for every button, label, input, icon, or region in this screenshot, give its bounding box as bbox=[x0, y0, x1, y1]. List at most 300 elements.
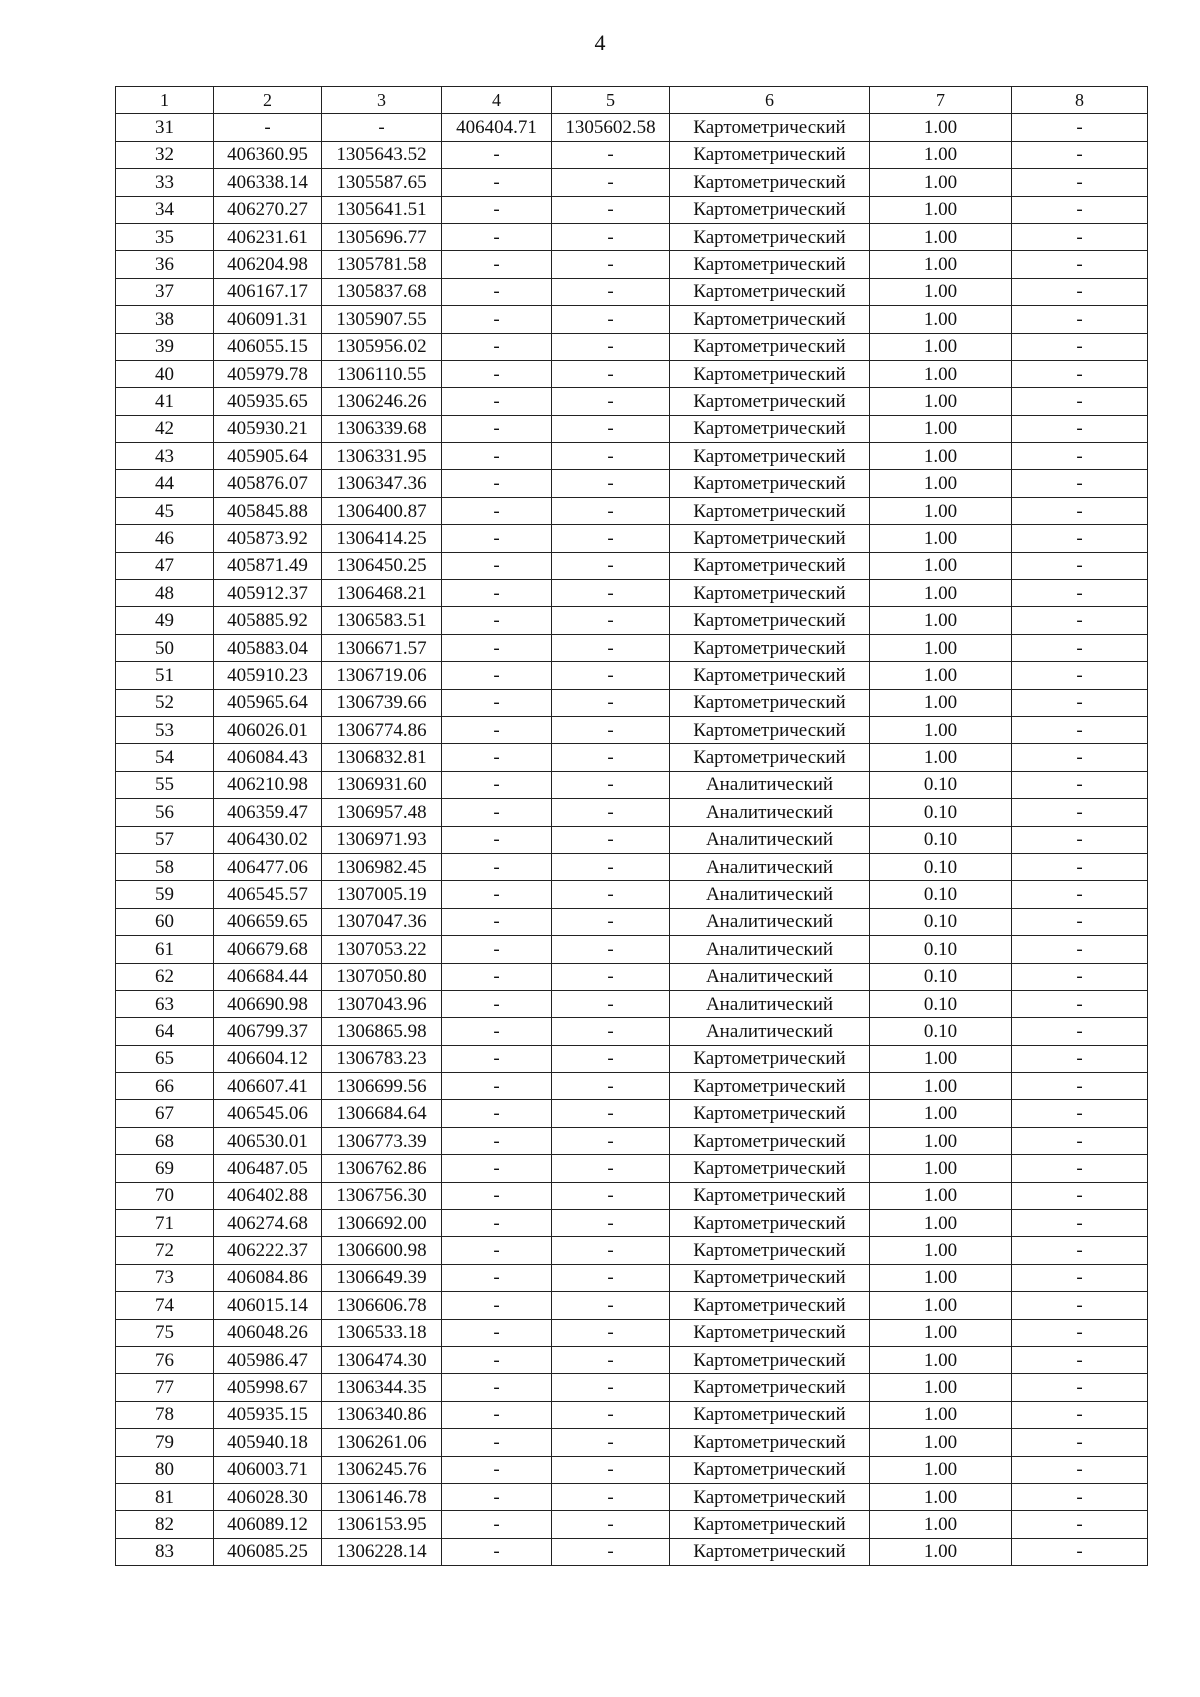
point-number-cell: 82 bbox=[116, 1511, 214, 1538]
table-header-row bbox=[116, 87, 1148, 114]
y-coordinate-alt-cell: - bbox=[552, 525, 670, 552]
method-cell: Картометрический bbox=[670, 1538, 870, 1565]
accuracy-cell: 1.00 bbox=[870, 1182, 1012, 1209]
table-row bbox=[116, 196, 1148, 223]
table-row bbox=[116, 443, 1148, 470]
table-row bbox=[116, 1538, 1148, 1565]
point-number-cell: 52 bbox=[116, 689, 214, 716]
accuracy-cell: 1.00 bbox=[870, 1073, 1012, 1100]
x-coordinate-alt-cell: - bbox=[442, 1100, 552, 1127]
accuracy-cell: 1.00 bbox=[870, 470, 1012, 497]
x-coordinate-alt-cell: - bbox=[442, 580, 552, 607]
y-coordinate-alt-cell: - bbox=[552, 497, 670, 524]
accuracy-cell: 1.00 bbox=[870, 169, 1012, 196]
method-cell: Картометрический bbox=[670, 470, 870, 497]
column-number-cell: 2 bbox=[214, 87, 322, 114]
point-number-cell: 80 bbox=[116, 1456, 214, 1483]
point-number-cell: 55 bbox=[116, 771, 214, 798]
point-number-cell: 58 bbox=[116, 853, 214, 880]
x-coordinate-alt-cell: - bbox=[442, 771, 552, 798]
x-coordinate-cell: 406274.68 bbox=[214, 1210, 322, 1237]
y-coordinate-cell: 1307047.36 bbox=[322, 908, 442, 935]
note-cell: - bbox=[1012, 1155, 1148, 1182]
accuracy-cell: 1.00 bbox=[870, 223, 1012, 250]
x-coordinate-alt-cell: - bbox=[442, 1456, 552, 1483]
accuracy-cell: 1.00 bbox=[870, 580, 1012, 607]
table-row bbox=[116, 1045, 1148, 1072]
y-coordinate-alt-cell: - bbox=[552, 716, 670, 743]
note-cell: - bbox=[1012, 908, 1148, 935]
x-coordinate-alt-cell: - bbox=[442, 1155, 552, 1182]
accuracy-cell: 1.00 bbox=[870, 443, 1012, 470]
y-coordinate-cell: 1306344.35 bbox=[322, 1374, 442, 1401]
y-coordinate-alt-cell: - bbox=[552, 552, 670, 579]
x-coordinate-alt-cell: - bbox=[442, 1210, 552, 1237]
point-number-cell: 66 bbox=[116, 1073, 214, 1100]
point-number-cell: 83 bbox=[116, 1538, 214, 1565]
y-coordinate-alt-cell: - bbox=[552, 1538, 670, 1565]
accuracy-cell: 1.00 bbox=[870, 388, 1012, 415]
x-coordinate-alt-cell: - bbox=[442, 1346, 552, 1373]
y-coordinate-alt-cell: - bbox=[552, 1045, 670, 1072]
y-coordinate-cell: 1306719.06 bbox=[322, 662, 442, 689]
note-cell: - bbox=[1012, 1319, 1148, 1346]
table-row bbox=[116, 881, 1148, 908]
method-cell: Картометрический bbox=[670, 525, 870, 552]
x-coordinate-cell: 406360.95 bbox=[214, 141, 322, 168]
y-coordinate-alt-cell: - bbox=[552, 1292, 670, 1319]
x-coordinate-alt-cell: - bbox=[442, 415, 552, 442]
x-coordinate-cell: 405940.18 bbox=[214, 1429, 322, 1456]
y-coordinate-cell: 1306583.51 bbox=[322, 607, 442, 634]
x-coordinate-alt-cell: - bbox=[442, 169, 552, 196]
x-coordinate-alt-cell: - bbox=[442, 388, 552, 415]
y-coordinate-cell: 1306331.95 bbox=[322, 443, 442, 470]
point-number-cell: 32 bbox=[116, 141, 214, 168]
x-coordinate-alt-cell: - bbox=[442, 443, 552, 470]
coordinates-table bbox=[115, 86, 1148, 1566]
method-cell: Картометрический bbox=[670, 278, 870, 305]
table-row bbox=[116, 1292, 1148, 1319]
table-row bbox=[116, 771, 1148, 798]
accuracy-cell: 1.00 bbox=[870, 716, 1012, 743]
x-coordinate-alt-cell: - bbox=[442, 196, 552, 223]
point-number-cell: 39 bbox=[116, 333, 214, 360]
accuracy-cell: 0.10 bbox=[870, 936, 1012, 963]
x-coordinate-alt-cell: - bbox=[442, 552, 552, 579]
note-cell: - bbox=[1012, 1264, 1148, 1291]
table-row bbox=[116, 169, 1148, 196]
accuracy-cell: 1.00 bbox=[870, 1401, 1012, 1428]
method-cell: Картометрический bbox=[670, 388, 870, 415]
column-number-cell: 7 bbox=[870, 87, 1012, 114]
note-cell: - bbox=[1012, 1374, 1148, 1401]
point-number-cell: 62 bbox=[116, 963, 214, 990]
y-coordinate-cell: 1306600.98 bbox=[322, 1237, 442, 1264]
y-coordinate-cell: 1305643.52 bbox=[322, 141, 442, 168]
x-coordinate-cell: 406026.01 bbox=[214, 716, 322, 743]
table-row bbox=[116, 853, 1148, 880]
x-coordinate-cell: 406089.12 bbox=[214, 1511, 322, 1538]
point-number-cell: 37 bbox=[116, 278, 214, 305]
table-row bbox=[116, 1346, 1148, 1373]
table-row bbox=[116, 662, 1148, 689]
y-coordinate-alt-cell: - bbox=[552, 990, 670, 1017]
method-cell: Картометрический bbox=[670, 607, 870, 634]
method-cell: Картометрический bbox=[670, 1401, 870, 1428]
accuracy-cell: 0.10 bbox=[870, 771, 1012, 798]
x-coordinate-alt-cell: - bbox=[442, 223, 552, 250]
note-cell: - bbox=[1012, 1429, 1148, 1456]
note-cell: - bbox=[1012, 388, 1148, 415]
x-coordinate-cell: 406048.26 bbox=[214, 1319, 322, 1346]
note-cell: - bbox=[1012, 826, 1148, 853]
column-number-cell: 3 bbox=[322, 87, 442, 114]
accuracy-cell: 0.10 bbox=[870, 853, 1012, 880]
accuracy-cell: 1.00 bbox=[870, 607, 1012, 634]
point-number-cell: 42 bbox=[116, 415, 214, 442]
note-cell: - bbox=[1012, 333, 1148, 360]
method-cell: Картометрический bbox=[670, 689, 870, 716]
method-cell: Картометрический bbox=[670, 1374, 870, 1401]
method-cell: Картометрический bbox=[670, 1456, 870, 1483]
note-cell: - bbox=[1012, 1511, 1148, 1538]
y-coordinate-alt-cell: - bbox=[552, 1429, 670, 1456]
x-coordinate-alt-cell: - bbox=[442, 689, 552, 716]
method-cell: Картометрический bbox=[670, 497, 870, 524]
method-cell: Картометрический bbox=[670, 415, 870, 442]
table-row bbox=[116, 141, 1148, 168]
table-row bbox=[116, 744, 1148, 771]
x-coordinate-cell: 406210.98 bbox=[214, 771, 322, 798]
y-coordinate-cell: 1306245.76 bbox=[322, 1456, 442, 1483]
y-coordinate-cell: 1306756.30 bbox=[322, 1182, 442, 1209]
x-coordinate-cell: 406167.17 bbox=[214, 278, 322, 305]
note-cell: - bbox=[1012, 278, 1148, 305]
y-coordinate-cell: 1306474.30 bbox=[322, 1346, 442, 1373]
table-row bbox=[116, 607, 1148, 634]
note-cell: - bbox=[1012, 497, 1148, 524]
method-cell: Картометрический bbox=[670, 552, 870, 579]
y-coordinate-alt-cell: - bbox=[552, 1401, 670, 1428]
point-number-cell: 34 bbox=[116, 196, 214, 223]
accuracy-cell: 1.00 bbox=[870, 196, 1012, 223]
y-coordinate-cell: 1306739.66 bbox=[322, 689, 442, 716]
method-cell: Картометрический bbox=[670, 196, 870, 223]
method-cell: Аналитический bbox=[670, 881, 870, 908]
note-cell: - bbox=[1012, 1237, 1148, 1264]
note-cell: - bbox=[1012, 470, 1148, 497]
accuracy-cell: 0.10 bbox=[870, 826, 1012, 853]
note-cell: - bbox=[1012, 1401, 1148, 1428]
y-coordinate-cell: 1305696.77 bbox=[322, 223, 442, 250]
accuracy-cell: 1.00 bbox=[870, 251, 1012, 278]
method-cell: Картометрический bbox=[670, 1045, 870, 1072]
x-coordinate-alt-cell: - bbox=[442, 1401, 552, 1428]
y-coordinate-cell: 1306340.86 bbox=[322, 1401, 442, 1428]
x-coordinate-cell: 406604.12 bbox=[214, 1045, 322, 1072]
method-cell: Аналитический bbox=[670, 799, 870, 826]
y-coordinate-cell: 1307053.22 bbox=[322, 936, 442, 963]
x-coordinate-alt-cell: - bbox=[442, 744, 552, 771]
point-number-cell: 33 bbox=[116, 169, 214, 196]
accuracy-cell: 1.00 bbox=[870, 114, 1012, 141]
method-cell: Картометрический bbox=[670, 1155, 870, 1182]
y-coordinate-alt-cell: 1305602.58 bbox=[552, 114, 670, 141]
x-coordinate-alt-cell: - bbox=[442, 1292, 552, 1319]
accuracy-cell: 1.00 bbox=[870, 1045, 1012, 1072]
point-number-cell: 44 bbox=[116, 470, 214, 497]
y-coordinate-alt-cell: - bbox=[552, 908, 670, 935]
table-row bbox=[116, 278, 1148, 305]
x-coordinate-cell: 406545.57 bbox=[214, 881, 322, 908]
y-coordinate-cell: 1306982.45 bbox=[322, 853, 442, 880]
note-cell: - bbox=[1012, 662, 1148, 689]
method-cell: Картометрический bbox=[670, 1483, 870, 1510]
accuracy-cell: 0.10 bbox=[870, 963, 1012, 990]
point-number-cell: 46 bbox=[116, 525, 214, 552]
y-coordinate-cell: 1305641.51 bbox=[322, 196, 442, 223]
x-coordinate-alt-cell: - bbox=[442, 826, 552, 853]
accuracy-cell: 1.00 bbox=[870, 278, 1012, 305]
y-coordinate-alt-cell: - bbox=[552, 1018, 670, 1045]
method-cell: Картометрический bbox=[670, 169, 870, 196]
point-number-cell: 74 bbox=[116, 1292, 214, 1319]
table-row bbox=[116, 1511, 1148, 1538]
y-coordinate-cell: 1305587.65 bbox=[322, 169, 442, 196]
point-number-cell: 50 bbox=[116, 634, 214, 661]
accuracy-cell: 1.00 bbox=[870, 1374, 1012, 1401]
y-coordinate-cell: 1306832.81 bbox=[322, 744, 442, 771]
table-row bbox=[116, 1401, 1148, 1428]
accuracy-cell: 1.00 bbox=[870, 634, 1012, 661]
method-cell: Картометрический bbox=[670, 1346, 870, 1373]
accuracy-cell: 1.00 bbox=[870, 1237, 1012, 1264]
y-coordinate-cell: 1306671.57 bbox=[322, 634, 442, 661]
y-coordinate-alt-cell: - bbox=[552, 360, 670, 387]
note-cell: - bbox=[1012, 360, 1148, 387]
x-coordinate-alt-cell: - bbox=[442, 1511, 552, 1538]
note-cell: - bbox=[1012, 1018, 1148, 1045]
point-number-cell: 73 bbox=[116, 1264, 214, 1291]
y-coordinate-cell: 1306146.78 bbox=[322, 1483, 442, 1510]
y-coordinate-cell: 1305781.58 bbox=[322, 251, 442, 278]
x-coordinate-cell: 405986.47 bbox=[214, 1346, 322, 1373]
y-coordinate-alt-cell: - bbox=[552, 1374, 670, 1401]
y-coordinate-alt-cell: - bbox=[552, 1511, 670, 1538]
y-coordinate-alt-cell: - bbox=[552, 881, 670, 908]
y-coordinate-cell: - bbox=[322, 114, 442, 141]
x-coordinate-cell: 406530.01 bbox=[214, 1127, 322, 1154]
point-number-cell: 79 bbox=[116, 1429, 214, 1456]
table-row bbox=[116, 1429, 1148, 1456]
point-number-cell: 69 bbox=[116, 1155, 214, 1182]
accuracy-cell: 1.00 bbox=[870, 1100, 1012, 1127]
table-row bbox=[116, 1374, 1148, 1401]
method-cell: Аналитический bbox=[670, 853, 870, 880]
x-coordinate-alt-cell: - bbox=[442, 1264, 552, 1291]
column-number-cell: 4 bbox=[442, 87, 552, 114]
note-cell: - bbox=[1012, 1100, 1148, 1127]
y-coordinate-alt-cell: - bbox=[552, 1264, 670, 1291]
accuracy-cell: 1.00 bbox=[870, 662, 1012, 689]
y-coordinate-alt-cell: - bbox=[552, 826, 670, 853]
x-coordinate-alt-cell: - bbox=[442, 716, 552, 743]
y-coordinate-alt-cell: - bbox=[552, 1456, 670, 1483]
method-cell: Картометрический bbox=[670, 1210, 870, 1237]
table-row bbox=[116, 1073, 1148, 1100]
y-coordinate-alt-cell: - bbox=[552, 1127, 670, 1154]
y-coordinate-cell: 1306347.36 bbox=[322, 470, 442, 497]
y-coordinate-alt-cell: - bbox=[552, 1073, 670, 1100]
point-number-cell: 71 bbox=[116, 1210, 214, 1237]
y-coordinate-cell: 1306153.95 bbox=[322, 1511, 442, 1538]
method-cell: Картометрический bbox=[670, 1182, 870, 1209]
note-cell: - bbox=[1012, 306, 1148, 333]
table-row bbox=[116, 114, 1148, 141]
point-number-cell: 53 bbox=[116, 716, 214, 743]
y-coordinate-alt-cell: - bbox=[552, 388, 670, 415]
page-number: 4 bbox=[594, 30, 606, 55]
y-coordinate-alt-cell: - bbox=[552, 744, 670, 771]
y-coordinate-alt-cell: - bbox=[552, 1100, 670, 1127]
y-coordinate-alt-cell: - bbox=[552, 141, 670, 168]
accuracy-cell: 1.00 bbox=[870, 1511, 1012, 1538]
accuracy-cell: 1.00 bbox=[870, 1127, 1012, 1154]
table-row bbox=[116, 497, 1148, 524]
accuracy-cell: 1.00 bbox=[870, 552, 1012, 579]
table-row bbox=[116, 1018, 1148, 1045]
x-coordinate-alt-cell: - bbox=[442, 525, 552, 552]
x-coordinate-cell: 406222.37 bbox=[214, 1237, 322, 1264]
y-coordinate-alt-cell: - bbox=[552, 936, 670, 963]
point-number-cell: 59 bbox=[116, 881, 214, 908]
method-cell: Картометрический bbox=[670, 114, 870, 141]
y-coordinate-alt-cell: - bbox=[552, 169, 670, 196]
x-coordinate-alt-cell: - bbox=[442, 1018, 552, 1045]
method-cell: Картометрический bbox=[670, 360, 870, 387]
x-coordinate-cell: 406338.14 bbox=[214, 169, 322, 196]
x-coordinate-cell: 406204.98 bbox=[214, 251, 322, 278]
x-coordinate-cell: 406270.27 bbox=[214, 196, 322, 223]
x-coordinate-cell: 406055.15 bbox=[214, 333, 322, 360]
point-number-cell: 65 bbox=[116, 1045, 214, 1072]
x-coordinate-alt-cell: - bbox=[442, 799, 552, 826]
accuracy-cell: 0.10 bbox=[870, 881, 1012, 908]
note-cell: - bbox=[1012, 1538, 1148, 1565]
y-coordinate-alt-cell: - bbox=[552, 634, 670, 661]
x-coordinate-alt-cell: - bbox=[442, 1073, 552, 1100]
y-coordinate-alt-cell: - bbox=[552, 689, 670, 716]
note-cell: - bbox=[1012, 963, 1148, 990]
note-cell: - bbox=[1012, 141, 1148, 168]
y-coordinate-alt-cell: - bbox=[552, 580, 670, 607]
y-coordinate-cell: 1306228.14 bbox=[322, 1538, 442, 1565]
table-row bbox=[116, 470, 1148, 497]
x-coordinate-cell: 406015.14 bbox=[214, 1292, 322, 1319]
y-coordinate-cell: 1306468.21 bbox=[322, 580, 442, 607]
method-cell: Картометрический bbox=[670, 333, 870, 360]
note-cell: - bbox=[1012, 799, 1148, 826]
point-number-cell: 38 bbox=[116, 306, 214, 333]
note-cell: - bbox=[1012, 853, 1148, 880]
x-coordinate-alt-cell: - bbox=[442, 360, 552, 387]
y-coordinate-alt-cell: - bbox=[552, 415, 670, 442]
method-cell: Картометрический bbox=[670, 634, 870, 661]
x-coordinate-cell: 406659.65 bbox=[214, 908, 322, 935]
x-coordinate-alt-cell: - bbox=[442, 1374, 552, 1401]
point-number-cell: 70 bbox=[116, 1182, 214, 1209]
note-cell: - bbox=[1012, 1456, 1148, 1483]
y-coordinate-alt-cell: - bbox=[552, 1319, 670, 1346]
accuracy-cell: 0.10 bbox=[870, 799, 1012, 826]
x-coordinate-alt-cell: - bbox=[442, 634, 552, 661]
accuracy-cell: 1.00 bbox=[870, 1210, 1012, 1237]
x-coordinate-cell: 406084.43 bbox=[214, 744, 322, 771]
note-cell: - bbox=[1012, 607, 1148, 634]
x-coordinate-cell: 405910.23 bbox=[214, 662, 322, 689]
x-coordinate-cell: 405979.78 bbox=[214, 360, 322, 387]
y-coordinate-cell: 1306110.55 bbox=[322, 360, 442, 387]
note-cell: - bbox=[1012, 689, 1148, 716]
x-coordinate-cell: 406028.30 bbox=[214, 1483, 322, 1510]
y-coordinate-cell: 1306865.98 bbox=[322, 1018, 442, 1045]
method-cell: Картометрический bbox=[670, 662, 870, 689]
x-coordinate-cell: 406359.47 bbox=[214, 799, 322, 826]
x-coordinate-alt-cell: - bbox=[442, 1319, 552, 1346]
x-coordinate-alt-cell: - bbox=[442, 1429, 552, 1456]
y-coordinate-alt-cell: - bbox=[552, 278, 670, 305]
x-coordinate-alt-cell: - bbox=[442, 607, 552, 634]
x-coordinate-alt-cell: - bbox=[442, 333, 552, 360]
table-row bbox=[116, 525, 1148, 552]
point-number-cell: 60 bbox=[116, 908, 214, 935]
y-coordinate-alt-cell: - bbox=[552, 1182, 670, 1209]
accuracy-cell: 1.00 bbox=[870, 1264, 1012, 1291]
x-coordinate-cell: 405935.15 bbox=[214, 1401, 322, 1428]
x-coordinate-alt-cell: - bbox=[442, 936, 552, 963]
accuracy-cell: 1.00 bbox=[870, 1456, 1012, 1483]
x-coordinate-alt-cell: - bbox=[442, 1483, 552, 1510]
y-coordinate-alt-cell: - bbox=[552, 662, 670, 689]
method-cell: Картометрический bbox=[670, 716, 870, 743]
point-number-cell: 56 bbox=[116, 799, 214, 826]
method-cell: Аналитический bbox=[670, 963, 870, 990]
accuracy-cell: 1.00 bbox=[870, 1483, 1012, 1510]
method-cell: Картометрический bbox=[670, 744, 870, 771]
point-number-cell: 40 bbox=[116, 360, 214, 387]
y-coordinate-alt-cell: - bbox=[552, 771, 670, 798]
table-row bbox=[116, 1127, 1148, 1154]
x-coordinate-alt-cell: - bbox=[442, 1045, 552, 1072]
y-coordinate-alt-cell: - bbox=[552, 1483, 670, 1510]
note-cell: - bbox=[1012, 1210, 1148, 1237]
y-coordinate-cell: 1306774.86 bbox=[322, 716, 442, 743]
note-cell: - bbox=[1012, 1483, 1148, 1510]
column-number-cell: 8 bbox=[1012, 87, 1148, 114]
y-coordinate-cell: 1306684.64 bbox=[322, 1100, 442, 1127]
x-coordinate-cell: 406430.02 bbox=[214, 826, 322, 853]
x-coordinate-cell: 406690.98 bbox=[214, 990, 322, 1017]
method-cell: Картометрический bbox=[670, 1511, 870, 1538]
table-row bbox=[116, 716, 1148, 743]
point-number-cell: 81 bbox=[116, 1483, 214, 1510]
point-number-cell: 64 bbox=[116, 1018, 214, 1045]
accuracy-cell: 1.00 bbox=[870, 360, 1012, 387]
accuracy-cell: 1.00 bbox=[870, 525, 1012, 552]
x-coordinate-cell: 406003.71 bbox=[214, 1456, 322, 1483]
table-row bbox=[116, 936, 1148, 963]
